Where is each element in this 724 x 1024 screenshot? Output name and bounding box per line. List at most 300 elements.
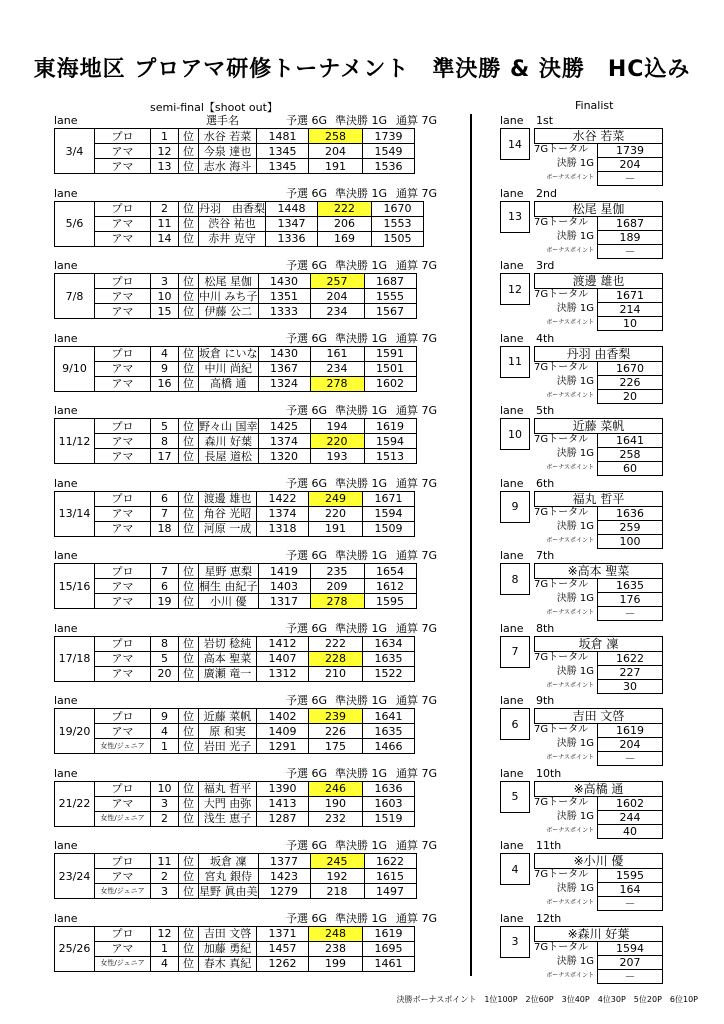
finalist-rank: 7th bbox=[536, 549, 555, 562]
total-7g-value: 1595 bbox=[597, 868, 663, 883]
rank-cell: 7 bbox=[151, 506, 179, 521]
table-row bbox=[55, 811, 415, 826]
table-row bbox=[55, 884, 417, 899]
qualifier-score-cell: 1419 bbox=[258, 564, 310, 579]
total-7g-value: 1636 bbox=[597, 506, 663, 521]
page-title: 東海地区 プロアマ研修トーナメント 準決勝 & 決勝 HC込み bbox=[33, 57, 691, 82]
player-name-cell: 星野 眞由美 bbox=[199, 884, 258, 898]
rank-cell: 16 bbox=[151, 376, 179, 391]
finalist-name: 近藤 菜帆 bbox=[534, 418, 663, 434]
lane-label: lane bbox=[54, 114, 78, 127]
qualifier-score-cell: 1374 bbox=[258, 434, 310, 449]
bonus-points-value: － bbox=[597, 606, 663, 621]
rank-cell: 1 bbox=[151, 941, 179, 956]
player-name-cell: 吉田 文啓 bbox=[199, 926, 257, 941]
semi-final-group bbox=[54, 405, 454, 467]
table-row bbox=[55, 521, 415, 536]
rank-cell: 11 bbox=[151, 854, 179, 869]
table-row bbox=[55, 304, 417, 319]
qualifier-score-cell: 1407 bbox=[257, 651, 309, 666]
category-cell: アマ bbox=[95, 506, 151, 521]
rank-cell: 15 bbox=[151, 304, 179, 319]
lane-pair-cell: 17/18 bbox=[55, 636, 95, 681]
category-cell: アマ bbox=[95, 941, 151, 956]
finalist-card bbox=[500, 840, 700, 910]
player-name-cell: 志水 海斗 bbox=[199, 159, 257, 174]
semi-final-score-cell: 218 bbox=[310, 884, 364, 899]
qualifier-score-cell: 1448 bbox=[266, 201, 318, 216]
yosen-column-header: 予選 6G bbox=[286, 839, 328, 852]
total-column-header: 通算 7G bbox=[396, 186, 438, 200]
semi-final-score-cell: 190 bbox=[309, 796, 363, 811]
player-name-cell: 河原 一成 bbox=[199, 521, 257, 536]
qualifier-score-cell: 1320 bbox=[258, 449, 310, 464]
semi-final-score-cell: 278 bbox=[310, 594, 364, 609]
total-score-cell: 1612 bbox=[364, 579, 416, 594]
semi-column-header: 準決勝 1G bbox=[335, 186, 388, 200]
player-name-cell: 中川 みち子 bbox=[199, 289, 258, 303]
semi-final-group bbox=[54, 550, 454, 612]
score-table bbox=[54, 273, 417, 319]
table-row bbox=[55, 419, 417, 434]
finalist-rank: 8th bbox=[536, 621, 555, 635]
qualifier-score-cell: 1351 bbox=[258, 289, 310, 304]
player-name-cell: 野々山 国幸 bbox=[199, 419, 258, 433]
table-row bbox=[55, 651, 415, 666]
table-row bbox=[55, 274, 417, 289]
category-cell: アマ bbox=[95, 724, 151, 739]
total-column-header: 通算 7G bbox=[396, 766, 438, 780]
position-suffix-cell: 位 bbox=[179, 216, 199, 231]
player-name-cell: 渋谷 祐也 bbox=[199, 216, 266, 231]
finalist-lane-number: 9 bbox=[500, 491, 530, 523]
qualifier-score-cell: 1367 bbox=[258, 361, 310, 376]
lane-pair-cell: 15/16 bbox=[55, 564, 95, 609]
bonus-points-label: ボーナスポイント bbox=[546, 536, 594, 544]
category-cell: アマ bbox=[95, 376, 151, 391]
finalist-card bbox=[500, 333, 700, 403]
total-column-header: 通算 7G bbox=[396, 331, 438, 345]
total-score-cell: 1619 bbox=[364, 419, 416, 434]
player-name-cell: 中川 尚紀 bbox=[199, 361, 259, 376]
final-1g-value: 227 bbox=[597, 665, 663, 680]
qualifier-score-cell: 1402 bbox=[257, 709, 309, 724]
yosen-column-header: 予選 6G bbox=[286, 331, 328, 345]
semi-column-header: 準決勝 1G bbox=[335, 839, 388, 852]
finalist-lane-number: 7 bbox=[500, 636, 530, 668]
semi-final-score-cell: 222 bbox=[318, 201, 372, 216]
player-name-cell: 原 和実 bbox=[199, 724, 257, 739]
bonus-points-label: ボーナスポイント bbox=[546, 681, 594, 689]
position-suffix-cell: 位 bbox=[179, 579, 199, 594]
table-row bbox=[55, 781, 415, 796]
finalist-card bbox=[500, 550, 700, 620]
position-suffix-cell: 位 bbox=[179, 361, 199, 376]
finalist-rank: 9th bbox=[536, 694, 555, 707]
player-name-cell: 坂倉 にいな bbox=[199, 347, 258, 360]
lane-pair-cell: 5/6 bbox=[55, 201, 95, 246]
total-7g-label: 7Gトータル bbox=[534, 941, 589, 953]
finalist-lane-number: 6 bbox=[500, 708, 530, 740]
rank-cell: 9 bbox=[151, 709, 179, 724]
rank-cell: 19 bbox=[151, 594, 179, 609]
category-cell: プロ bbox=[95, 926, 151, 941]
qualifier-score-cell: 1318 bbox=[257, 521, 309, 536]
score-table bbox=[54, 418, 417, 464]
total-score-cell: 1636 bbox=[363, 781, 415, 796]
semi-final-group bbox=[54, 768, 454, 830]
total-column-header: 通算 7G bbox=[396, 839, 438, 852]
final-1g-value: 259 bbox=[597, 520, 663, 535]
total-score-cell: 1634 bbox=[363, 636, 415, 651]
final-1g-label: 決勝 1G bbox=[556, 883, 594, 894]
bonus-points-value: 40 bbox=[597, 824, 663, 839]
table-row bbox=[55, 709, 415, 724]
total-score-cell: 1509 bbox=[363, 521, 415, 536]
final-1g-label: 決勝 1G bbox=[556, 593, 594, 604]
semi-final-group bbox=[54, 840, 454, 902]
semi-column-header: 準決勝 1G bbox=[335, 694, 388, 707]
total-7g-label: 7Gトータル bbox=[534, 289, 589, 300]
semi-column-header: 準決勝 1G bbox=[335, 259, 388, 272]
position-suffix-cell: 位 bbox=[179, 724, 199, 739]
total-column-header: 通算 7G bbox=[396, 549, 438, 562]
total-score-cell: 1549 bbox=[363, 144, 415, 159]
total-score-cell: 1603 bbox=[363, 796, 415, 811]
total-score-cell: 1567 bbox=[364, 304, 416, 319]
score-table bbox=[54, 781, 415, 827]
qualifier-score-cell: 1374 bbox=[257, 506, 309, 521]
bonus-points-label: ボーナスポイント bbox=[546, 464, 594, 471]
semi-final-score-cell: 206 bbox=[318, 216, 372, 231]
finalist-rank: 6th bbox=[536, 476, 555, 490]
position-suffix-cell: 位 bbox=[179, 781, 199, 796]
lane-label: lane bbox=[500, 621, 524, 635]
player-name-cell: 春木 真紀 bbox=[199, 956, 257, 971]
rank-cell: 17 bbox=[151, 449, 179, 464]
player-name-cell: 坂倉 凜 bbox=[199, 854, 259, 869]
table-row bbox=[55, 941, 415, 956]
semi-final-score-cell: 161 bbox=[310, 346, 364, 361]
total-7g-label: 7Gトータル bbox=[534, 796, 589, 808]
finalist-rank: 11th bbox=[536, 839, 562, 852]
rank-cell: 12 bbox=[151, 144, 179, 159]
bonus-points-value: － bbox=[597, 244, 663, 259]
category-cell: アマ bbox=[95, 594, 151, 609]
bonus-points-label: ボーナスポイント bbox=[546, 246, 594, 254]
position-suffix-cell: 位 bbox=[179, 304, 199, 319]
player-name-cell: 廣瀬 竜一 bbox=[199, 666, 257, 681]
finalist-lane-number: 10 bbox=[500, 418, 530, 450]
position-suffix-cell: 位 bbox=[179, 376, 199, 391]
finalist-rank: 2nd bbox=[536, 186, 557, 200]
semi-final-group bbox=[54, 913, 454, 975]
total-7g-label: 7Gトータル bbox=[534, 651, 589, 663]
score-table bbox=[54, 563, 417, 609]
position-suffix-cell: 位 bbox=[179, 434, 199, 449]
semi-final-score-cell: 194 bbox=[310, 419, 364, 434]
semi-final-score-cell: 258 bbox=[309, 129, 363, 144]
category-cell: プロ bbox=[95, 201, 151, 216]
player-name-cell: 今泉 達也 bbox=[199, 144, 257, 159]
final-1g-value: 176 bbox=[597, 592, 663, 607]
bonus-points-value: 20 bbox=[597, 389, 663, 404]
position-suffix-cell: 位 bbox=[179, 869, 199, 884]
finalist-card bbox=[500, 768, 700, 838]
finalist-name: 松尾 星伽 bbox=[534, 201, 663, 217]
semi-final-score-cell: 245 bbox=[310, 854, 364, 869]
category-cell: プロ bbox=[95, 346, 151, 361]
lane-label: lane bbox=[54, 911, 78, 925]
position-suffix-cell: 位 bbox=[179, 926, 199, 941]
finalist-card bbox=[500, 478, 700, 548]
yosen-column-header: 予選 6G bbox=[286, 476, 328, 490]
player-name-cell: 浅生 恵子 bbox=[199, 811, 257, 826]
finalist-name: 水谷 若菜 bbox=[534, 128, 663, 144]
score-table bbox=[54, 708, 415, 754]
finalist-rank: 4th bbox=[536, 331, 555, 345]
qualifier-score-cell: 1413 bbox=[257, 796, 309, 811]
qualifier-score-cell: 1377 bbox=[258, 854, 310, 869]
total-7g-label: 7Gトータル bbox=[534, 506, 589, 518]
rank-cell: 10 bbox=[151, 289, 179, 304]
lane-label: lane bbox=[500, 549, 524, 562]
rank-cell: 12 bbox=[151, 926, 179, 941]
position-suffix-cell: 位 bbox=[179, 651, 199, 666]
rank-cell: 8 bbox=[151, 636, 179, 651]
lane-pair-cell: 21/22 bbox=[55, 781, 95, 826]
qualifier-score-cell: 1291 bbox=[257, 739, 309, 754]
semi-final-score-cell: 248 bbox=[309, 926, 363, 941]
category-cell: プロ bbox=[95, 709, 151, 724]
lane-label: lane bbox=[500, 186, 524, 200]
position-suffix-cell: 位 bbox=[179, 231, 199, 246]
finalist-lane-number: 8 bbox=[500, 563, 530, 595]
player-name-cell: 森川 好葉 bbox=[199, 434, 259, 449]
bonus-points-value: 100 bbox=[597, 534, 663, 549]
semi-final-heading: semi-final【shoot out】 bbox=[150, 101, 278, 114]
qualifier-score-cell: 1262 bbox=[257, 956, 309, 971]
lane-pair-cell: 11/12 bbox=[55, 419, 95, 464]
lane-label: lane bbox=[54, 259, 78, 272]
position-suffix-cell: 位 bbox=[179, 739, 199, 754]
qualifier-score-cell: 1422 bbox=[257, 491, 309, 506]
semi-column-header: 準決勝 1G bbox=[335, 114, 388, 127]
total-score-cell: 1671 bbox=[363, 491, 415, 506]
category-cell: アマ bbox=[95, 289, 151, 304]
rank-cell: 1 bbox=[151, 739, 179, 754]
lane-label: lane bbox=[500, 766, 524, 780]
table-row bbox=[55, 594, 417, 609]
player-name-cell: 宮丸 銀侍 bbox=[199, 869, 259, 884]
qualifier-score-cell: 1403 bbox=[258, 579, 310, 594]
semi-column-header: 準決勝 1G bbox=[335, 476, 388, 490]
rank-cell: 2 bbox=[151, 869, 179, 884]
table-row bbox=[55, 564, 417, 579]
semi-final-score-cell: 246 bbox=[309, 781, 363, 796]
qualifier-score-cell: 1423 bbox=[258, 869, 310, 884]
position-suffix-cell: 位 bbox=[179, 274, 199, 289]
finalist-lane-number: 13 bbox=[500, 201, 530, 233]
lane-pair-cell: 19/20 bbox=[55, 709, 95, 754]
final-1g-label: 決勝 1G bbox=[556, 955, 594, 967]
total-score-cell: 1513 bbox=[364, 449, 416, 464]
qualifier-score-cell: 1409 bbox=[257, 724, 309, 739]
position-suffix-cell: 位 bbox=[179, 709, 199, 724]
semi-final-score-cell: 220 bbox=[309, 506, 363, 521]
semi-final-group bbox=[54, 333, 454, 395]
semi-final-group bbox=[54, 115, 454, 177]
player-name-cell: 福丸 哲平 bbox=[199, 781, 257, 796]
total-7g-value: 1687 bbox=[597, 216, 663, 231]
player-name-cell: 桐生 由紀子 bbox=[199, 579, 258, 593]
lane-pair-cell: 3/4 bbox=[55, 129, 95, 174]
bonus-points-label: ボーナスポイント bbox=[546, 609, 594, 616]
total-7g-label: 7Gトータル bbox=[534, 434, 589, 445]
lane-pair-cell: 9/10 bbox=[55, 346, 95, 391]
category-cell: アマ bbox=[95, 449, 151, 464]
semi-final-score-cell: 204 bbox=[309, 144, 363, 159]
finalist-name: 丹羽 由香梨 bbox=[534, 346, 663, 362]
total-score-cell: 1594 bbox=[364, 434, 416, 449]
rank-cell: 8 bbox=[151, 434, 179, 449]
bonus-points-label: ボーナスポイント bbox=[546, 971, 594, 979]
position-suffix-cell: 位 bbox=[179, 144, 199, 159]
yosen-column-header: 予選 6G bbox=[286, 621, 328, 635]
player-name-cell: 赤井 克守 bbox=[199, 231, 266, 246]
semi-final-score-cell: 220 bbox=[310, 434, 364, 449]
position-suffix-cell: 位 bbox=[179, 941, 199, 956]
qualifier-score-cell: 1457 bbox=[257, 941, 309, 956]
category-cell: アマ bbox=[95, 796, 151, 811]
score-table bbox=[54, 853, 417, 899]
rank-cell: 4 bbox=[151, 724, 179, 739]
total-column-header: 通算 7G bbox=[396, 404, 438, 417]
category-cell: アマ bbox=[95, 231, 151, 246]
semi-final-score-cell: 193 bbox=[310, 449, 364, 464]
score-table bbox=[54, 636, 415, 682]
rank-cell: 4 bbox=[151, 956, 179, 971]
semi-final-score-cell: 210 bbox=[309, 666, 363, 681]
lane-label: lane bbox=[500, 911, 524, 925]
total-score-cell: 1615 bbox=[364, 869, 416, 884]
bonus-points-value: － bbox=[597, 896, 663, 911]
finalist-rank: 1st bbox=[536, 114, 554, 127]
score-table bbox=[54, 346, 417, 392]
table-row bbox=[55, 579, 417, 594]
yosen-column-header: 予選 6G bbox=[286, 259, 328, 272]
category-cell: アマ bbox=[95, 304, 151, 319]
semi-final-score-cell: 239 bbox=[309, 709, 363, 724]
table-row bbox=[55, 361, 417, 376]
player-name-cell: 高橋 通 bbox=[199, 376, 259, 391]
position-suffix-cell: 位 bbox=[179, 449, 199, 464]
player-name-cell: 丹羽 由香梨 bbox=[199, 202, 265, 215]
player-name-cell: 岩田 光子 bbox=[199, 739, 257, 754]
finalist-lane-number: 5 bbox=[500, 781, 530, 813]
lane-label: lane bbox=[500, 404, 524, 417]
position-suffix-cell: 位 bbox=[179, 796, 199, 811]
total-score-cell: 1619 bbox=[363, 926, 415, 941]
lane-label: lane bbox=[500, 839, 524, 852]
lane-label: lane bbox=[54, 404, 78, 417]
total-column-header: 通算 7G bbox=[396, 259, 438, 272]
total-7g-label: 7Gトータル bbox=[534, 361, 589, 373]
semi-final-group bbox=[54, 260, 454, 322]
category-cell: アマ bbox=[95, 579, 151, 594]
final-1g-label: 決勝 1G bbox=[556, 158, 594, 169]
table-row bbox=[55, 144, 415, 159]
category-cell: 女性/ジュニア bbox=[95, 956, 151, 971]
qualifier-score-cell: 1412 bbox=[257, 636, 309, 651]
semi-column-header: 準決勝 1G bbox=[335, 404, 388, 417]
position-suffix-cell: 位 bbox=[179, 811, 199, 826]
semi-column-header: 準決勝 1G bbox=[335, 331, 388, 345]
semi-column-header: 準決勝 1G bbox=[335, 621, 388, 635]
finalist-card bbox=[500, 115, 700, 185]
total-score-cell: 1505 bbox=[372, 231, 424, 246]
semi-final-score-cell: 222 bbox=[309, 636, 363, 651]
yosen-column-header: 予選 6G bbox=[286, 911, 328, 925]
finalist-lane-number: 12 bbox=[500, 273, 530, 305]
category-cell: プロ bbox=[95, 781, 151, 796]
lane-label: lane bbox=[500, 476, 524, 490]
rank-cell: 13 bbox=[151, 159, 179, 174]
player-name-cell: 水谷 若菜 bbox=[199, 129, 257, 144]
bonus-points-value: 10 bbox=[597, 316, 663, 331]
finalist-lane-number: 4 bbox=[500, 853, 530, 885]
table-row bbox=[55, 956, 415, 971]
position-suffix-cell: 位 bbox=[179, 129, 199, 144]
table-row bbox=[55, 231, 424, 246]
finalist-name: ※小川 優 bbox=[534, 853, 663, 869]
finalist-card bbox=[500, 623, 700, 693]
qualifier-score-cell: 1317 bbox=[258, 594, 310, 609]
bonus-points-label: ボーナスポイント bbox=[546, 899, 594, 906]
semi-final-score-cell: 226 bbox=[309, 724, 363, 739]
final-1g-value: 226 bbox=[597, 375, 663, 390]
bonus-points-value: － bbox=[597, 171, 663, 186]
position-suffix-cell: 位 bbox=[179, 521, 199, 536]
finalist-card bbox=[500, 260, 700, 330]
finalist-name: 渡邊 雄也 bbox=[534, 273, 663, 289]
rank-cell: 9 bbox=[151, 361, 179, 376]
player-name-cell: 岩切 稔純 bbox=[199, 636, 257, 651]
final-1g-label: 決勝 1G bbox=[556, 810, 594, 822]
final-1g-value: 258 bbox=[597, 447, 663, 462]
table-row bbox=[55, 869, 417, 884]
position-suffix-cell: 位 bbox=[179, 884, 199, 899]
semi-final-score-cell: 234 bbox=[310, 304, 364, 319]
category-cell: プロ bbox=[95, 129, 151, 144]
finalist-heading: Finalist bbox=[575, 99, 614, 112]
player-name-cell: 加藤 勇紀 bbox=[199, 941, 257, 956]
qualifier-score-cell: 1390 bbox=[257, 781, 309, 796]
rank-cell: 3 bbox=[151, 796, 179, 811]
finalist-card bbox=[500, 695, 700, 765]
semi-final-group bbox=[54, 478, 454, 540]
semi-final-score-cell: 191 bbox=[309, 521, 363, 536]
table-row bbox=[55, 666, 415, 681]
finalist-name: ※森川 好葉 bbox=[534, 926, 663, 942]
total-7g-value: 1670 bbox=[597, 361, 663, 376]
position-suffix-cell: 位 bbox=[179, 201, 199, 216]
lane-label: lane bbox=[54, 549, 78, 562]
final-1g-label: 決勝 1G bbox=[556, 448, 594, 459]
category-cell: 女性/ジュニア bbox=[95, 739, 151, 754]
total-column-header: 通算 7G bbox=[396, 911, 438, 925]
finalist-card bbox=[500, 913, 700, 983]
